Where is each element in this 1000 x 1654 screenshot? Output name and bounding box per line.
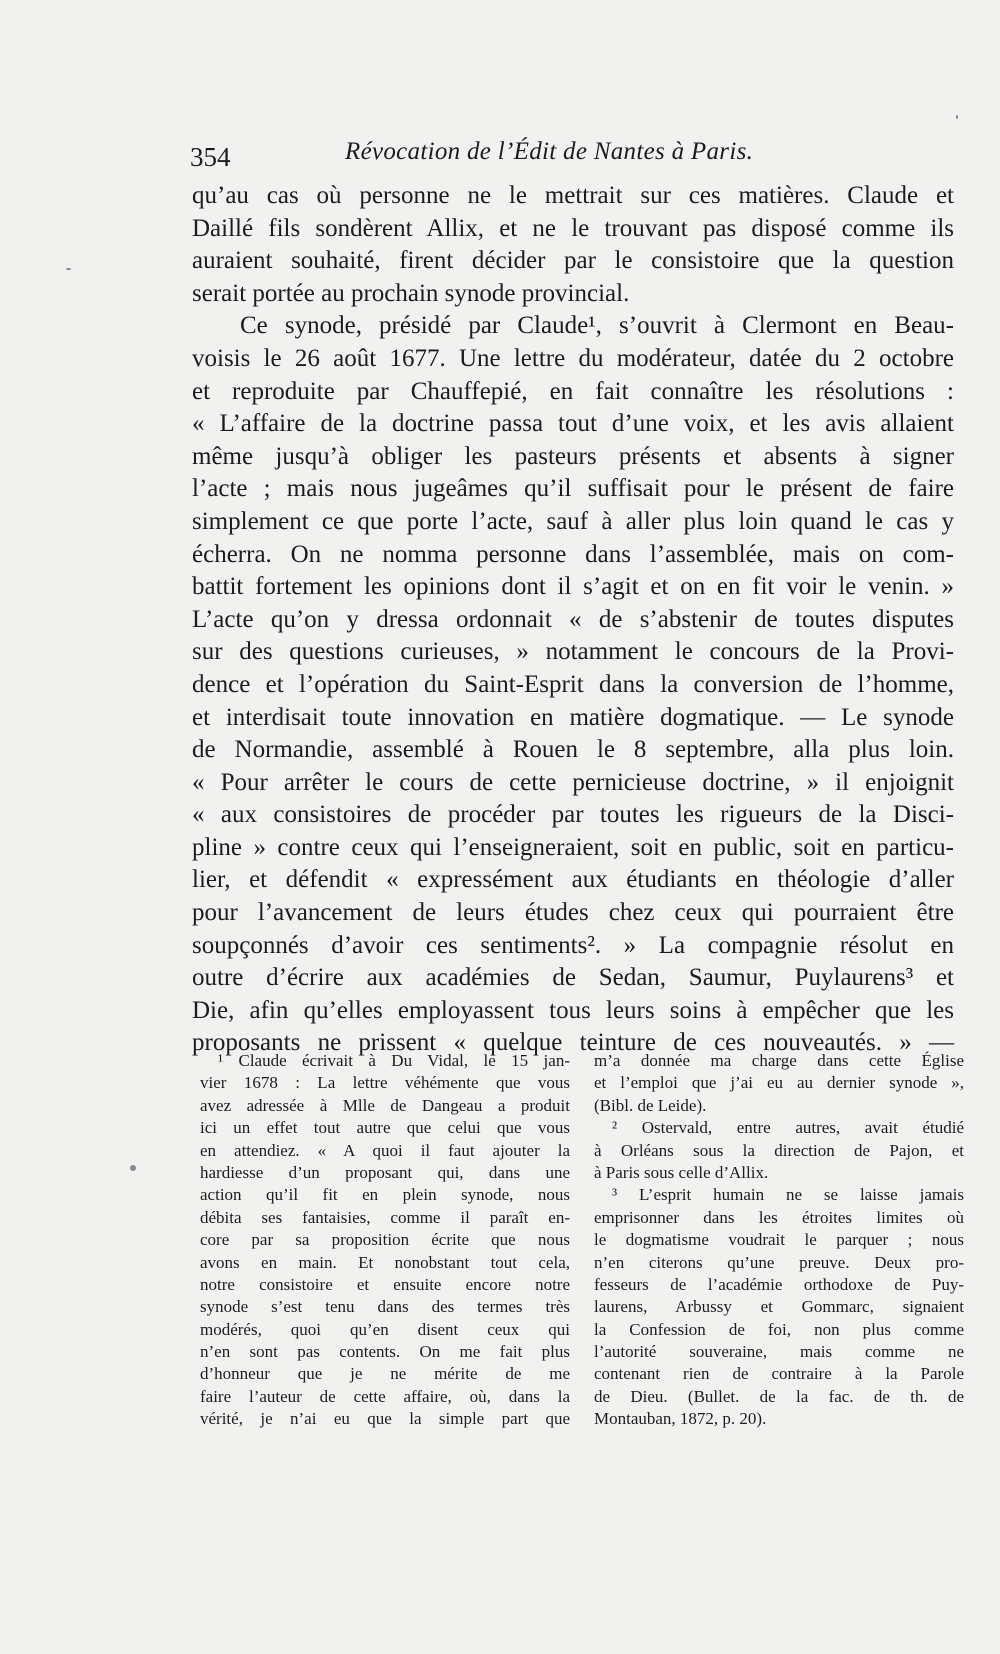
body-line: outre d’écrire aux académies de Sedan, Saumur, Puylaurens³ et [192, 964, 954, 992]
footnote-line: n’en citerons qu’une preuve. Deux pro- [594, 1252, 964, 1272]
footnote-line: ² Ostervald, entre autres, avait étudié [612, 1118, 964, 1138]
body-line: Die, afin qu’elles employassent tous leurs soins à empêcher que les [192, 996, 954, 1024]
body-line: « L’affaire de la doctrine passa tout d’une voix, et les avis allaient [192, 410, 954, 438]
body-line: battit fortement les opinions dont il s’agit et on en fit voir le venin. » [192, 573, 954, 601]
footnote-line: de Dieu. (Bullet. de la fac. de th. de [594, 1386, 964, 1406]
body-line: dence et l’opération du Saint-Esprit dans la conversion de l’homme, [192, 670, 954, 698]
footnote-line: vier 1678 : La lettre véhémente que vous [200, 1073, 570, 1093]
body-line: lier, et défendit « expressément aux étudiants en théologie d’aller [192, 866, 954, 894]
footnote-line: hardiesse d’un proposant qui, dans une [200, 1162, 570, 1182]
footnote-column-right [594, 1050, 964, 1431]
body-line: auraient souhaité, firent décider par le consistoire que la question [192, 247, 954, 275]
footnote-line: débita ses fantaisies, comme il paraît en- [200, 1207, 570, 1227]
footnote-line: m’a donnée ma charge dans cette Église [594, 1051, 964, 1070]
body-line: Ce synode, présidé par Claude¹, s’ouvrit à Clermont en Beau- [240, 312, 954, 340]
body-line: écherra. On ne nomma personne dans l’assemblée, mais on com- [192, 540, 954, 568]
body-line: qu’au cas où personne ne le mettrait sur ces matières. Claude et [192, 182, 954, 209]
footnote-line: l’autorité souveraine, mais comme ne [594, 1342, 964, 1362]
running-title: Révocation de l’Édit de Nantes à Paris. [345, 138, 754, 165]
footnote-line: synode s’est tenu dans des termes très [200, 1297, 570, 1317]
footnote-line: le dogmatisme voudrait le parquer ; nous [594, 1230, 964, 1250]
footnote-line: à Orléans sous la direction de Pajon, et [594, 1140, 964, 1160]
body-line: serait portée au prochain synode provincial. [192, 279, 630, 307]
body-line: « aux consistoires de procéder par toutes les rigueurs de la Disci- [192, 801, 954, 829]
body-line: sur des questions curieuses, » notamment le concours de la Provi- [192, 638, 954, 666]
body-line: et reproduite par Chauffepié, en fait connaître les résolutions : [192, 377, 954, 405]
footnote-line: avez adressée à Mlle de Dangeau a produit [200, 1095, 570, 1115]
body-line: l’acte ; mais nous jugeâmes qu’il suffisait pour le présent de faire [192, 475, 954, 503]
body-line: pour l’avancement de leurs études chez ceux qui pourraient être [192, 899, 954, 927]
footnote-line: ¹ Claude écrivait à Du Vidal, le 15 jan- [218, 1051, 570, 1070]
body-line: voisis le 26 août 1677. Une lettre du modérateur, datée du 2 octobre [192, 344, 954, 372]
footnote-line: fesseurs de l’académie orthodoxe de Puy- [594, 1274, 964, 1294]
body-line: « Pour arrêter le cours de cette pernicieuse doctrine, » il enjoignit [192, 768, 954, 796]
footnote-line: ³ L’esprit humain ne se laisse jamais [612, 1185, 964, 1205]
footnote-line: vérité, je n’ai eu que la simple part que [200, 1409, 570, 1429]
body-line: même jusqu’à obliger les pasteurs présents et absents à signer [192, 442, 954, 470]
footnote-line: notre consistoire et ensuite encore notre [200, 1274, 570, 1294]
body-line: Daillé fils sondèrent Allix, et ne le trouvant pas disposé comme ils [192, 214, 954, 242]
body-line: L’acte qu’on y dressa ordonnait « de s’abstenir de toutes disputes [192, 605, 954, 633]
body-line: simplement ce que porte l’acte, sauf à aller plus loin quand le cas y [192, 507, 954, 535]
footnote-line: faire l’auteur de cette affaire, où, dans la [200, 1386, 570, 1406]
footnote-line: emprisonner dans les étroites limites où [594, 1207, 964, 1227]
body-line: soupçonnés d’avoir ces sentiments². » La compagnie résolut en [192, 931, 954, 959]
footnote-line: core par sa proposition écrite que nous [200, 1230, 570, 1250]
footnote-line: en attendiez. « A quoi il faut ajouter la [200, 1140, 570, 1160]
footnote-line: avons en main. Et nonobstant tout cela, [200, 1252, 570, 1272]
footnote-line: (Bibl. de Leide). [594, 1095, 707, 1115]
paper-speck [130, 1165, 136, 1171]
footnote-line: modérés, quoi qu’en disent ceux qui [200, 1319, 570, 1339]
footnote-line: ici un effet tout autre que celui que vous [200, 1118, 570, 1138]
body-line: proposants ne prissent « quelque teinture de ces nouveautés. » — [192, 1029, 954, 1057]
footnote-line: d’honneur que je ne mérite de me [200, 1364, 570, 1384]
footnote-column-left [200, 1050, 570, 1431]
footnote-line: et l’emploi que j’ai eu au dernier synode », [594, 1073, 964, 1093]
body-line: et interdisait toute innovation en matière dogmatique. — Le synode [192, 703, 954, 731]
footnote-line: n’en sont pas contents. On me fait plus [200, 1342, 570, 1362]
page-number: 354 [190, 142, 231, 172]
paper-speck [956, 115, 958, 119]
body-line: de Normandie, assemblé à Rouen le 8 septembre, alla plus loin. [192, 736, 954, 764]
footnote-line: la Confession de foi, non plus comme [594, 1319, 964, 1339]
footnote-line: laurens, Arbussy et Gommarc, signaient [594, 1297, 964, 1317]
body-line: pline » contre ceux qui l’enseigneraient, soit en public, soit en particu- [192, 833, 954, 861]
footnote-line: Montauban, 1872, p. 20). [594, 1409, 767, 1429]
body-text [192, 180, 954, 1060]
footnote-line: contenant rien de contraire à la Parole [594, 1364, 964, 1384]
paper-speck [66, 268, 71, 270]
footnote-line: action qu’il fit en plein synode, nous [200, 1185, 570, 1205]
page-header [190, 138, 800, 178]
footnote-line: à Paris sous celle d’Allix. [594, 1162, 769, 1182]
